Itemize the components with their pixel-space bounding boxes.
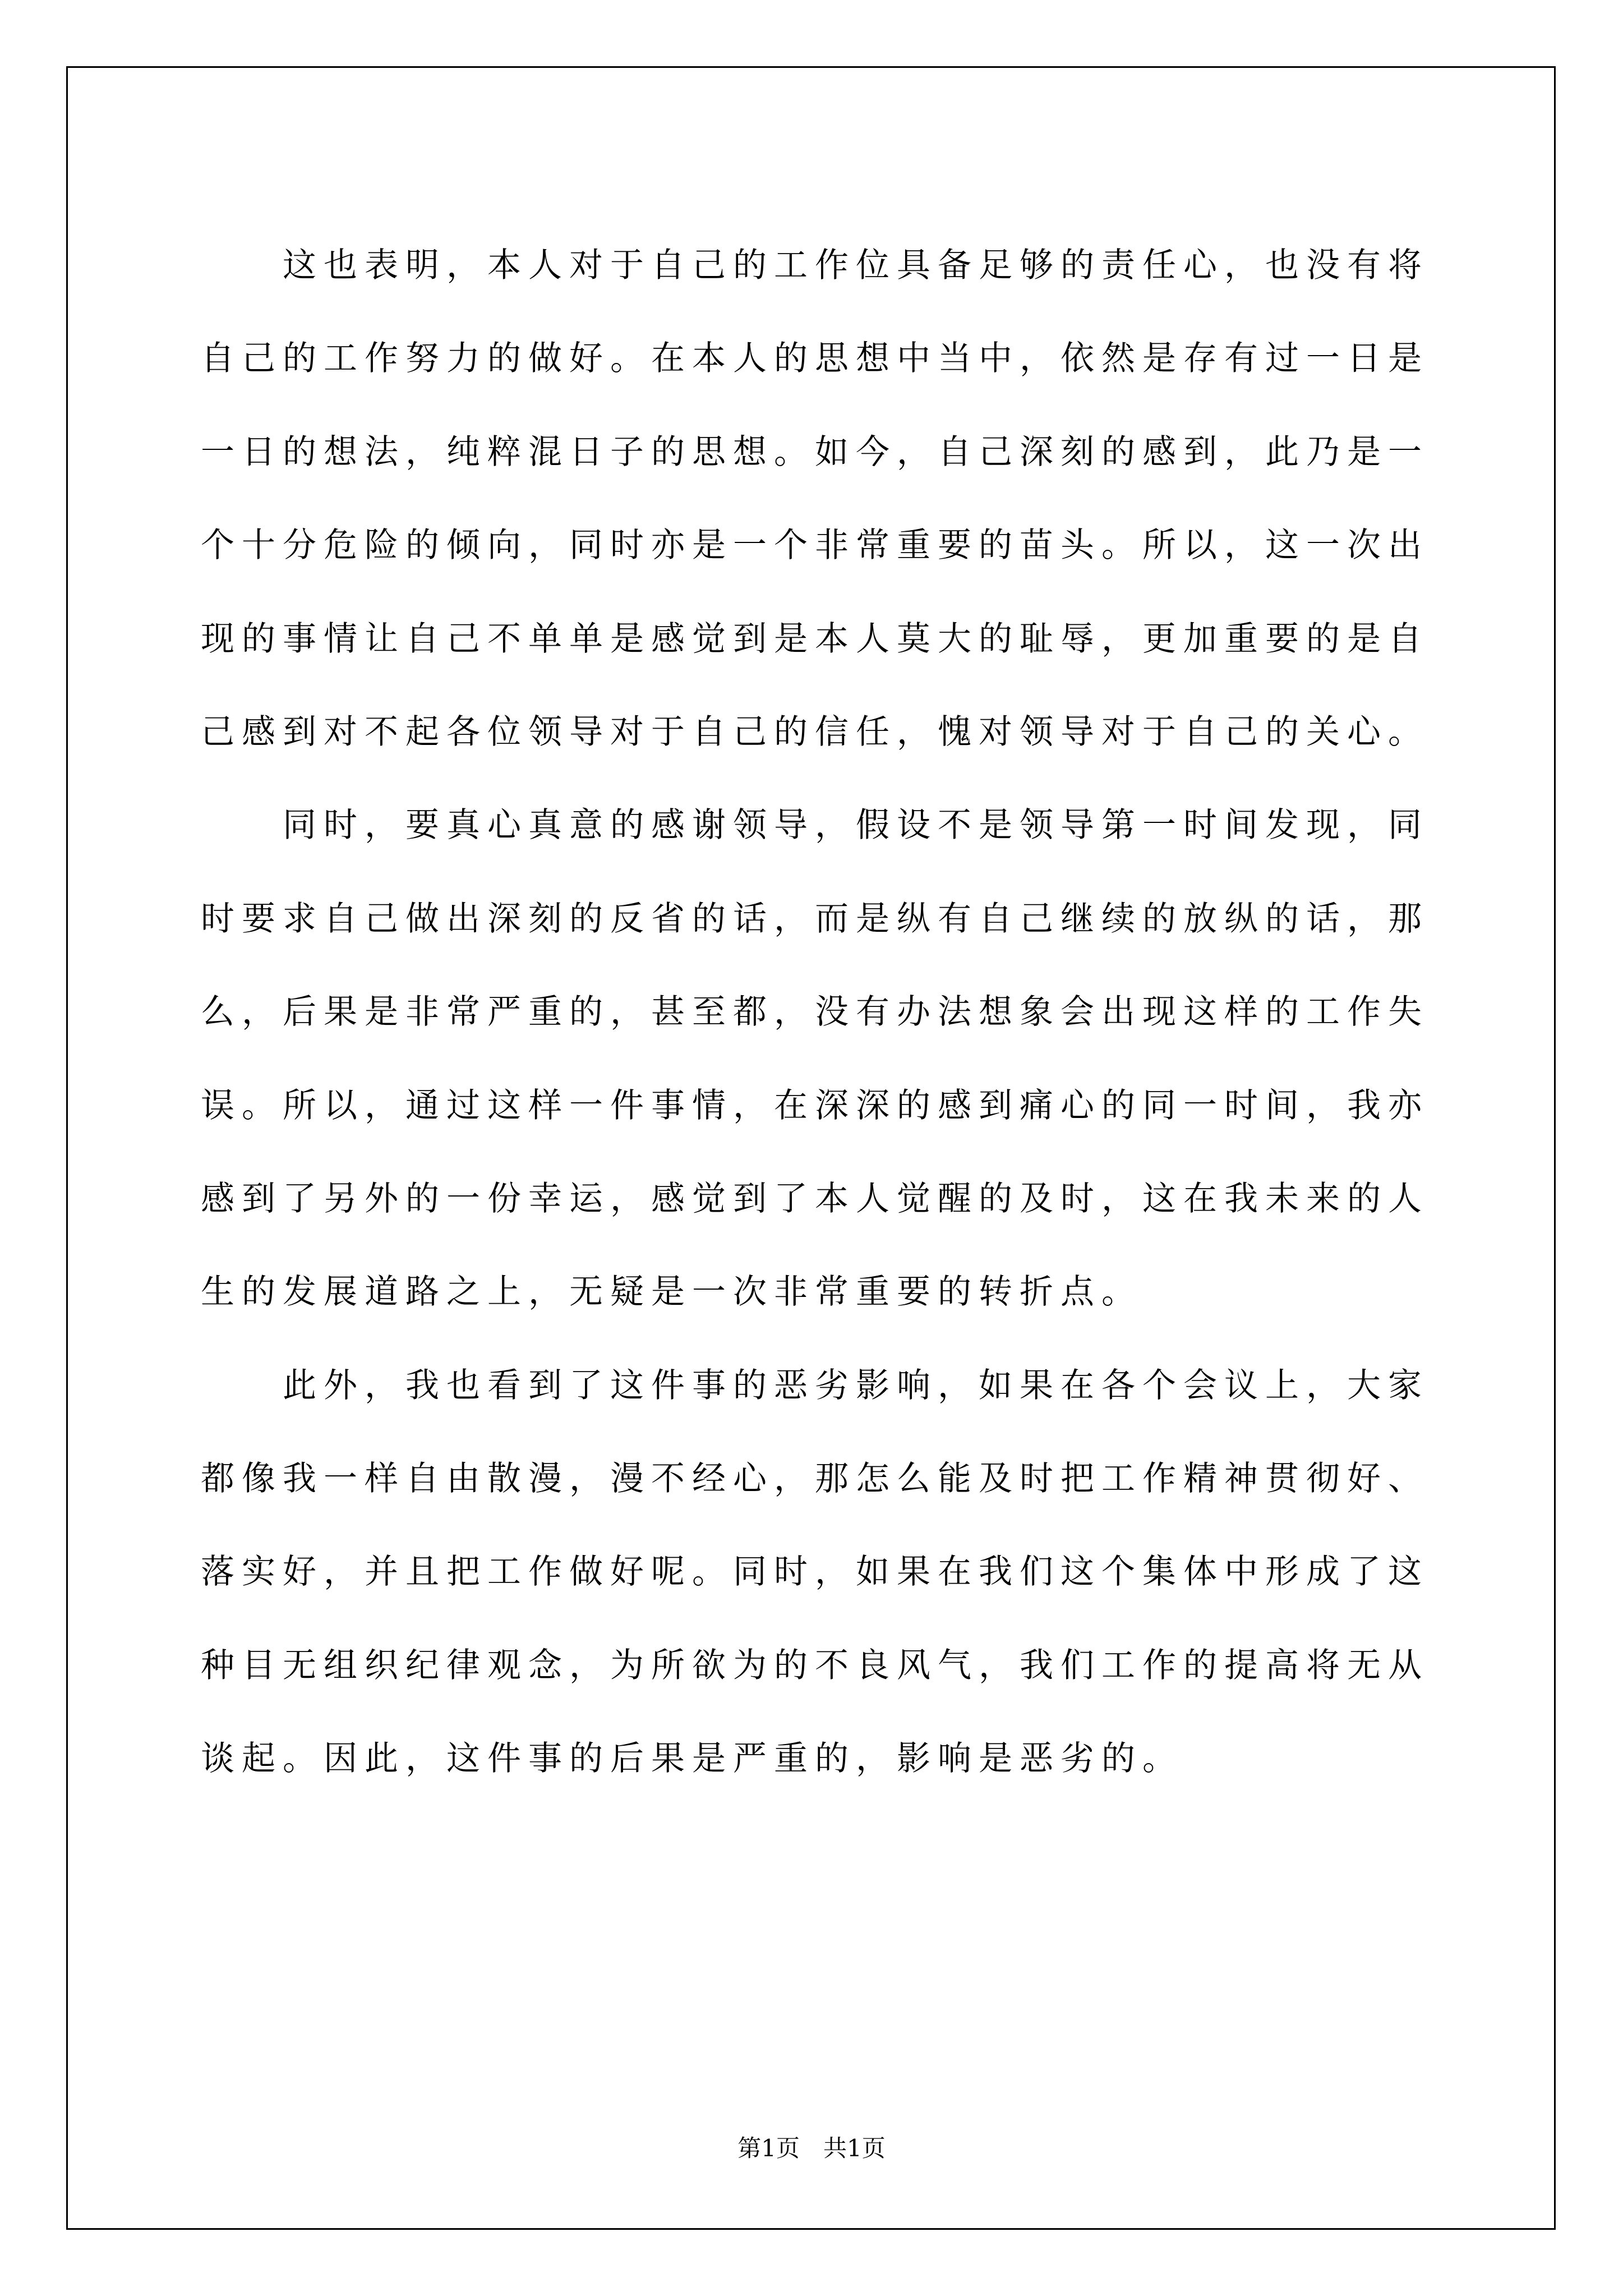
document-body bbox=[201, 219, 1429, 1806]
text-line: 谈起。因此，这件事的后果是严重的，影响是恶劣的。 bbox=[201, 1739, 1183, 1779]
text-line: 个十分危险的倾向，同时亦是一个非常重要的苗头。所以，这一次出 bbox=[201, 526, 1429, 565]
text-line: 自己的工作努力的做好。在本人的思想中当中，依然是存有过一日是 bbox=[201, 339, 1429, 379]
text-line: 时要求自己做出深刻的反省的话，而是纵有自己继续的放纵的话，那 bbox=[201, 899, 1429, 938]
text-line: 落实好，并且把工作做好呢。同时，如果在我们这个集体中形成了这 bbox=[201, 1552, 1429, 1592]
text-line: 同时，要真心真意的感谢领导，假设不是领导第一时间发现，同 bbox=[201, 806, 1429, 845]
text-line: 一日的想法，纯粹混日子的思想。如今，自己深刻的感到，此乃是一 bbox=[201, 432, 1429, 472]
text-line: 误。所以，通过这样一件事情，在深深的感到痛心的同一时间，我亦 bbox=[201, 1085, 1429, 1125]
page-number: 第1页 共1页 bbox=[737, 2134, 886, 2162]
text-line: 这也表明，本人对于自己的工作位具备足够的责任心，也没有将 bbox=[201, 246, 1429, 285]
text-line: 此外，我也看到了这件事的恶劣影响，如果在各个会议上，大家 bbox=[201, 1365, 1429, 1405]
text-line: 都像我一样自由散漫，漫不经心，那怎么能及时把工作精神贯彻好、 bbox=[201, 1459, 1429, 1499]
text-line: 种目无组织纪律观念，为所欲为的不良风气，我们工作的提高将无从 bbox=[201, 1645, 1429, 1685]
text-line: 感到了另外的一份幸运，感觉到了本人觉醒的及时，这在我未来的人 bbox=[201, 1179, 1429, 1218]
text-line: 现的事情让自己不单单是感觉到是本人莫大的耻辱，更加重要的是自 bbox=[201, 619, 1429, 659]
text-line: 己感到对不起各位领导对于自己的信任，愧对领导对于自己的关心。 bbox=[201, 712, 1429, 752]
text-line: 么，后果是非常严重的，甚至都，没有办法想象会出现这样的工作失 bbox=[201, 992, 1429, 1032]
page-footer bbox=[0, 2132, 1623, 2165]
text-line: 生的发展道路之上，无疑是一次非常重要的转折点。 bbox=[201, 1272, 1142, 1312]
